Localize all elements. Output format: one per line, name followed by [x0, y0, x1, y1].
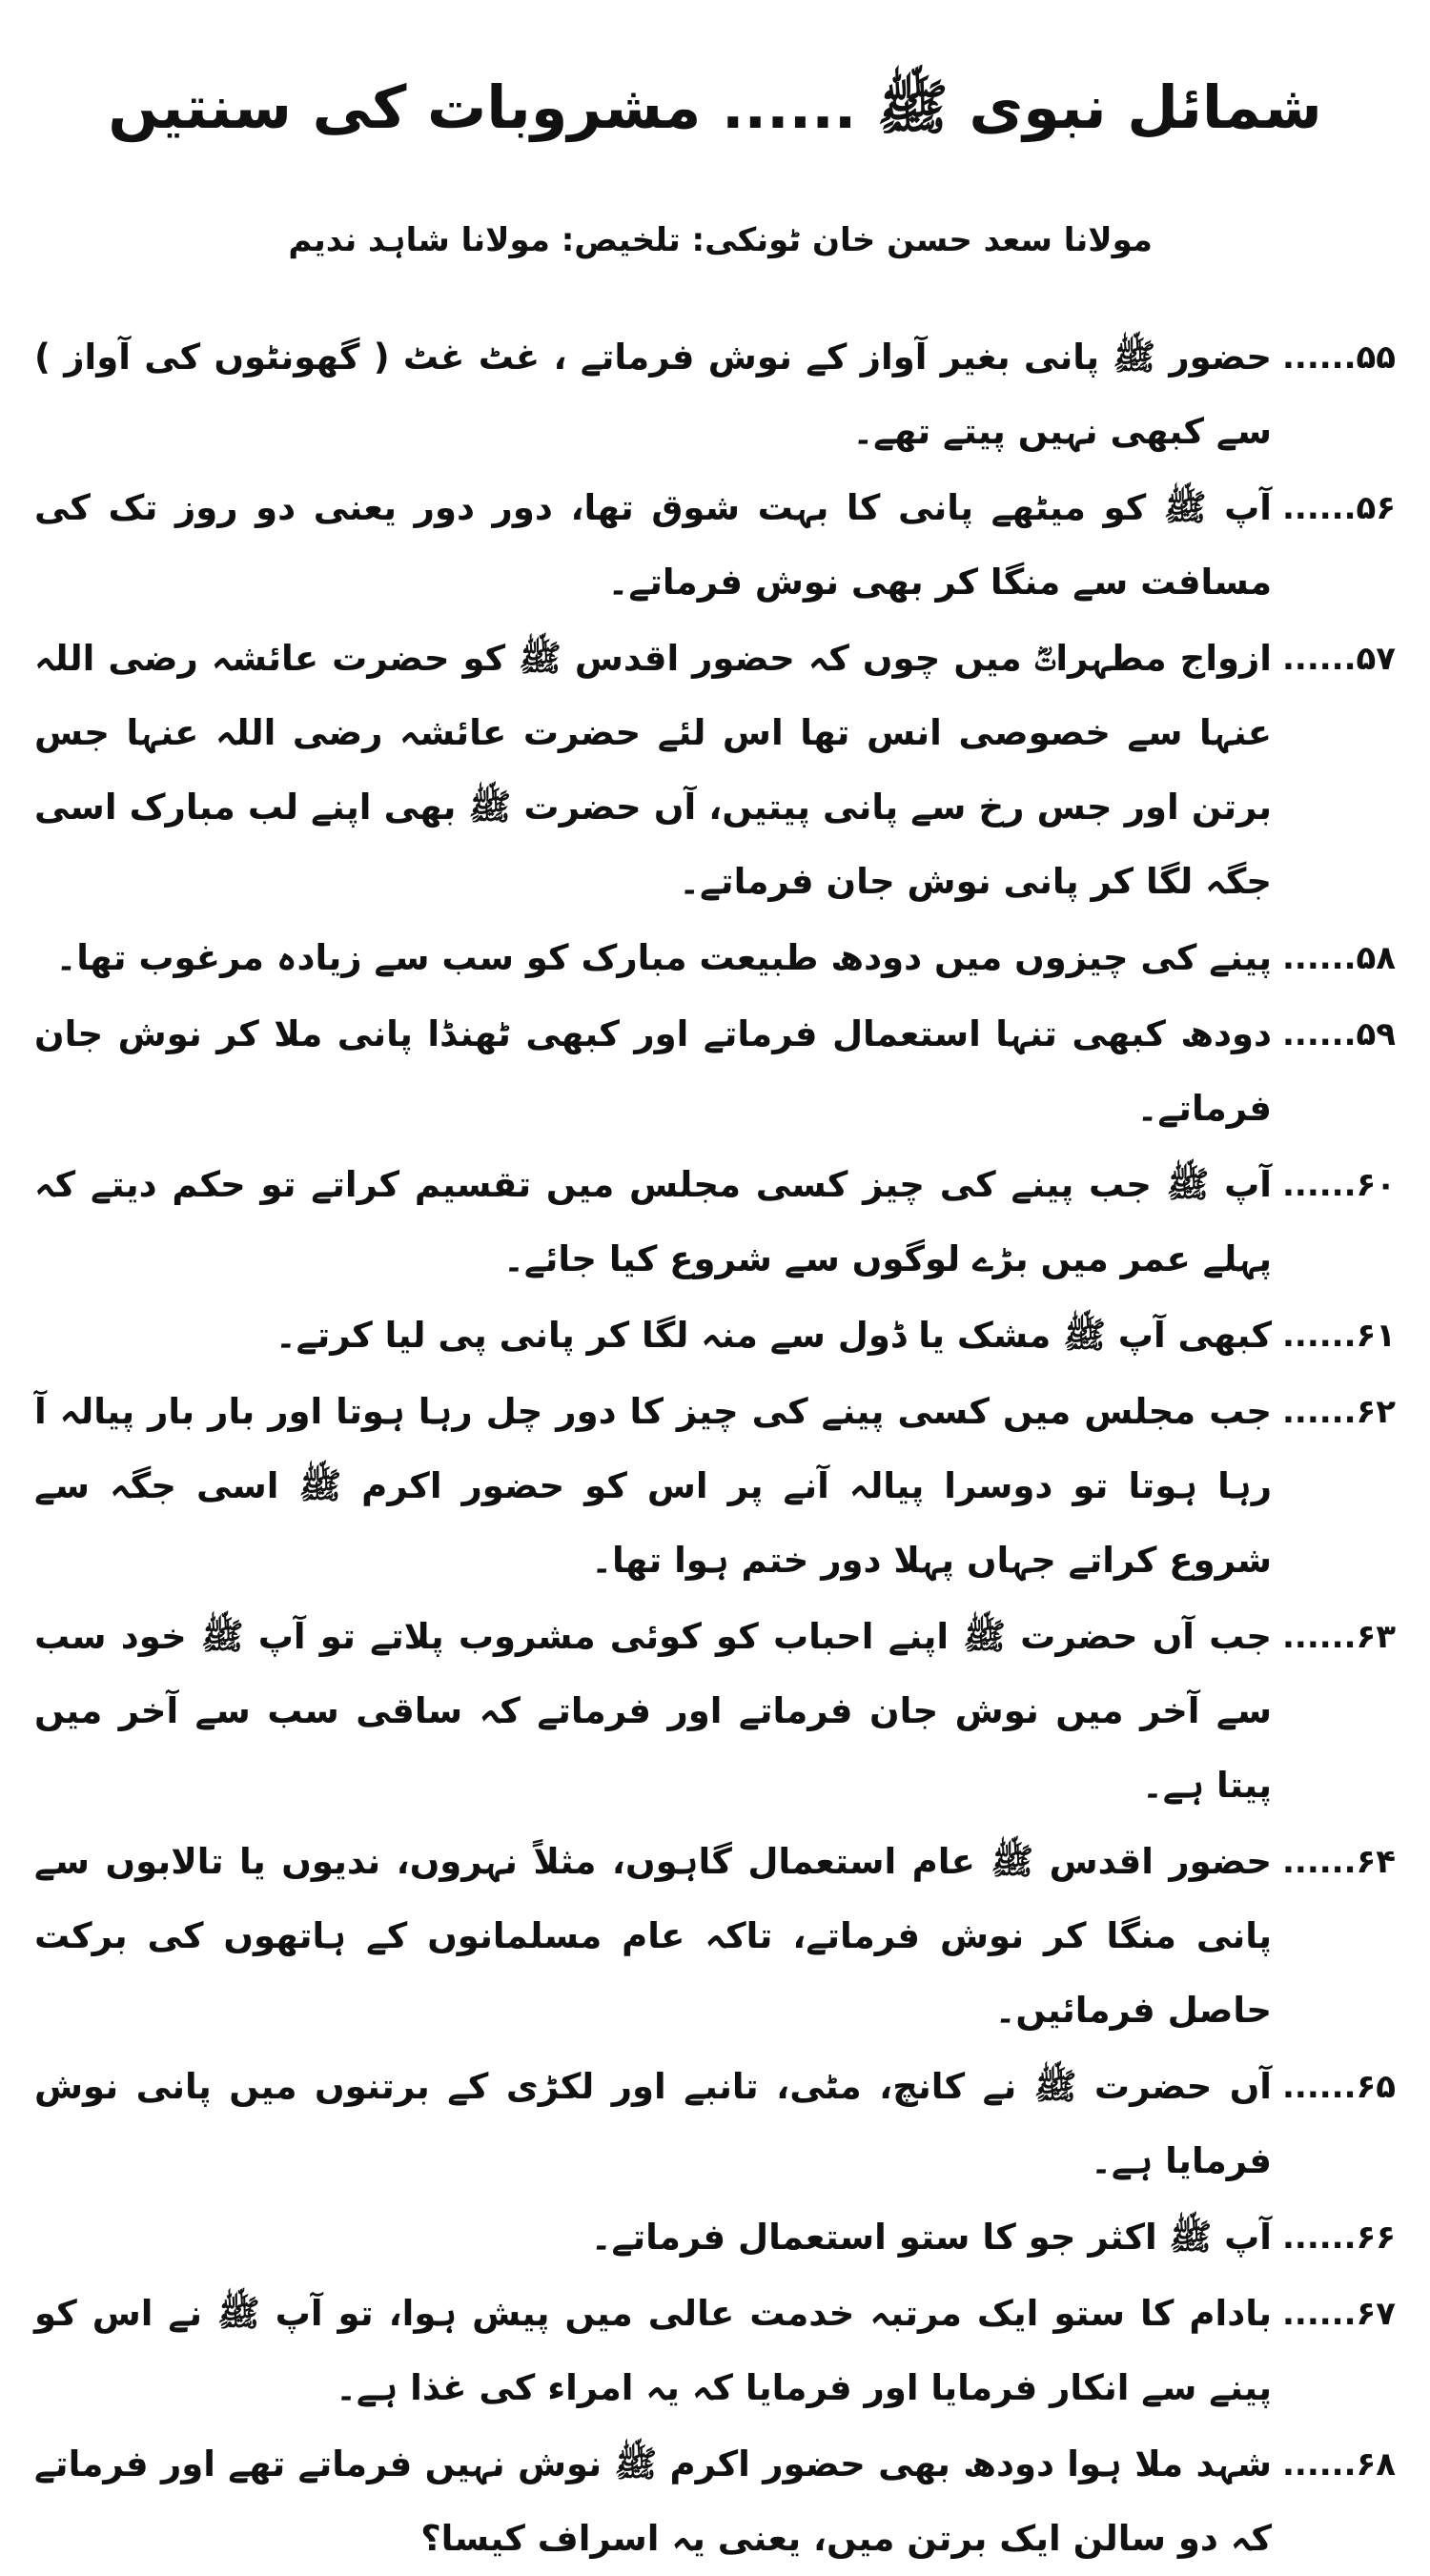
list-item	[34, 2427, 1396, 2576]
author-byline: مولانا سعد حسن خان ٹونکی: تلخیص: مولانا شاہد ندیم	[288, 220, 1153, 259]
item-text: پینے کی چیزوں میں دودھ طبیعت مبارک کو سب سے زیادہ مرغوب تھا۔	[55, 937, 1272, 979]
list-item	[34, 1825, 1396, 2048]
item-number: ۵۸......	[1281, 939, 1396, 978]
item-number: ۶۲......	[1281, 1393, 1396, 1432]
item-number: ۵۷......	[1281, 640, 1396, 679]
item-number: ۶۴......	[1281, 1843, 1396, 1882]
item-text: دودھ کبھی تنہا استعمال فرماتے اور کبھی ٹھنڈا پانی ملا کر نوش جان فرماتے۔	[34, 1013, 1272, 1130]
item-text: کبھی آپ ﷺ مشک یا ڈول سے منہ لگا کر پانی پی لیا کرتے۔	[275, 1315, 1272, 1357]
list-item	[34, 921, 1396, 995]
item-number: ۶۵......	[1281, 2068, 1396, 2107]
list-item	[34, 2200, 1396, 2275]
list-item	[34, 2050, 1396, 2198]
list-item	[34, 1600, 1396, 1823]
item-text: حضور ﷺ پانی بغیر آواز کے نوش فرماتے ، غٹ غٹ ( گھونٹوں کی آواز ) سے کبھی نہیں پیتے تھے۔	[34, 337, 1272, 453]
item-text: آں حضرت ﷺ نے کانچ، مٹی، تانبے اور لکڑی کے برتنوں میں پانی نوش فرمایا ہے۔	[34, 2066, 1272, 2182]
item-text: شہد ملا ہوا دودھ بھی حضور اکرم ﷺ نوش نہیں فرماتے تھے اور فرماتے کہ دو سالن ایک برتن میں، یعنی یہ اسراف کیسا؟	[34, 2443, 1272, 2560]
list-item	[34, 471, 1396, 620]
item-number: ۵۶......	[1281, 489, 1396, 528]
item-number: ۶۷......	[1281, 2295, 1396, 2334]
item-number: ۶۶......	[1281, 2218, 1396, 2258]
sunnah-list	[34, 320, 1396, 2576]
item-text: جب آں حضرت ﷺ اپنے احباب کو کوئی مشروب پلاتے تو آپ ﷺ خود سب سے آخر میں نوش جان فرماتے اور فرماتے کہ ساقی سب سے آخر میں پیتا ہے۔	[34, 1616, 1272, 1807]
page-title: شمائل نبوی ﷺ ...... مشروبات کی سنتیں	[108, 72, 1322, 142]
list-item	[34, 622, 1396, 919]
item-text: حضور اقدس ﷺ عام استعمال گاہوں، مثلاً نہروں، ندیوں یا تالابوں سے پانی منگا کر نوش فرماتے، تاکہ عام مسلمانوں کے ہاتھوں کی برکت حاصل فرمائیں۔	[34, 1841, 1272, 2032]
item-number: ۶۳......	[1281, 1618, 1396, 1657]
item-text: جب مجلس میں کسی پینے کی چیز کا دور چل رہا ہوتا اور بار بار پیالہ آ رہا ہوتا تو دوسرا پیالہ آنے پر اس کو حضور اکرم ﷺ اسی جگہ سے شروع کراتے جہاں پہلا دور ختم ہوا تھا۔	[34, 1391, 1272, 1582]
item-text: ازواج مطہراتؓ میں چوں کہ حضور اقدس ﷺ کو حضرت عائشہ رضی اللہ عنہا سے خصوصی انس تھا اس لئے حضرت عائشہ رضی اللہ عنہا جس برتن اور جس رخ سے پانی پیتیں، آں حضرت ﷺ بھی اپنے لب مبارک اسی جگہ لگا کر پانی نوش جان فرماتے۔	[34, 638, 1272, 903]
list-item	[34, 1148, 1396, 1297]
list-item	[34, 1375, 1396, 1598]
list-item	[34, 1298, 1396, 1373]
item-text: آپ ﷺ جب پینے کی چیز کسی مجلس میں تقسیم کراتے تو حکم دیتے کہ پہلے عمر میں بڑے لوگوں سے شروع کیا جائے۔	[34, 1164, 1272, 1280]
item-number: ۵۵......	[1281, 338, 1396, 378]
item-number: ۶۸......	[1281, 2445, 1396, 2484]
item-text: آپ ﷺ اکثر جو کا ستو استعمال فرماتے۔	[590, 2217, 1272, 2259]
item-number: ۵۹......	[1281, 1015, 1396, 1054]
item-text: بادام کا ستو ایک مرتبہ خدمت عالی میں پیش ہوا، تو آپ ﷺ نے اس کو پینے سے انکار فرمایا اور فرمایا کہ یہ امراء کی غذا ہے۔	[34, 2293, 1272, 2409]
item-number: ۶۱......	[1281, 1317, 1396, 1356]
list-item	[34, 320, 1396, 469]
item-text: آپ ﷺ کو میٹھے پانی کا بہت شوق تھا، دور دور یعنی دو روز تک کی مسافت سے منگا کر بھی نوش فرماتے۔	[34, 487, 1272, 603]
item-number: ۶۰......	[1281, 1166, 1396, 1205]
list-item	[34, 2277, 1396, 2425]
list-item	[34, 997, 1396, 1146]
